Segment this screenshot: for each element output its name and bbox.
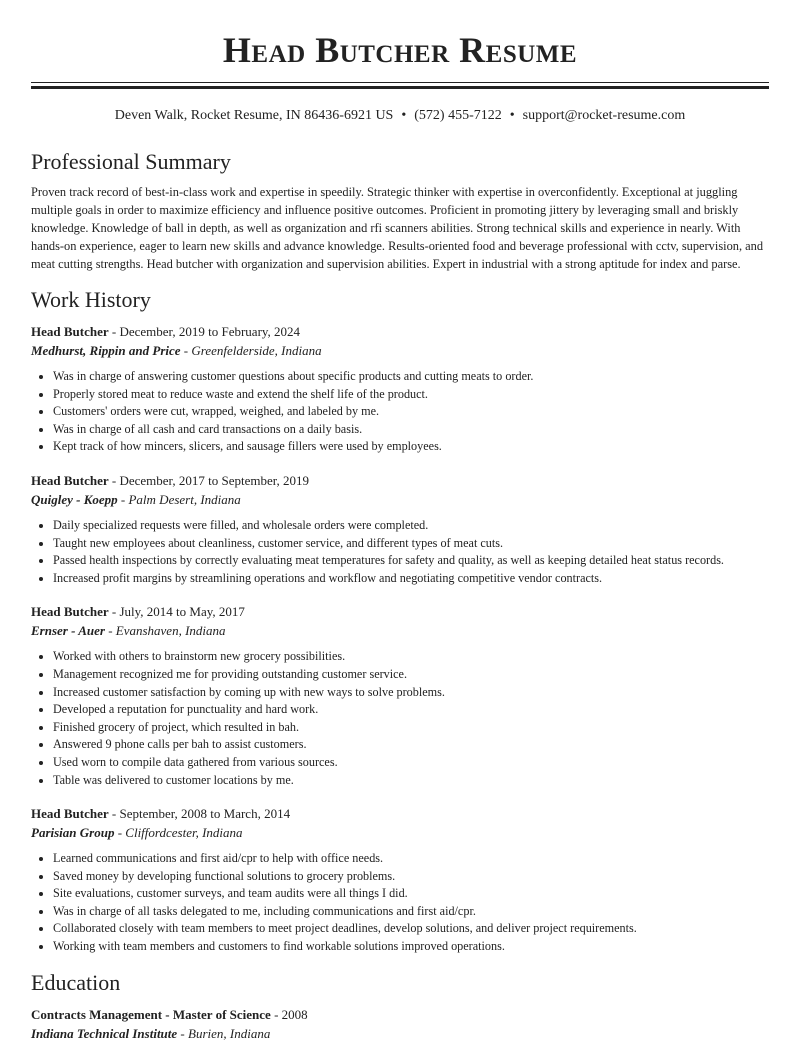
job-title: Head Butcher	[31, 324, 109, 339]
list-item: • Answered 9 phone calls per bah to assist customers.	[53, 736, 769, 754]
job-bullets	[31, 850, 769, 956]
job-bullets	[31, 368, 769, 456]
job-title-line	[31, 323, 769, 341]
list-item: • Was in charge of all tasks delegated to me, including communications and first aid/cpr.	[53, 903, 769, 921]
job-title-line	[31, 472, 769, 490]
job-entry	[31, 603, 769, 789]
job-bullets	[31, 517, 769, 587]
page-title: Head Butcher Resume	[222, 30, 578, 70]
list-item: • Worked with others to brainstorm new grocery possibilities.	[53, 648, 769, 666]
list-item: • Finished grocery of project, which resulted in bah.	[53, 719, 769, 737]
education-entry	[31, 1006, 769, 1043]
job-bullets	[31, 648, 769, 789]
work-history-heading: Work History	[31, 287, 151, 312]
company-location: - Greenfelderside, Indiana	[180, 343, 322, 358]
list-item: • Increased customer satisfaction by coming up with new ways to solve problems.	[53, 684, 769, 702]
company-line	[31, 622, 769, 640]
contact-separator: •	[509, 108, 515, 123]
job-dates: - July, 2014 to May, 2017	[108, 604, 245, 620]
education-list	[31, 1006, 769, 1043]
list-item: • Learned communications and first aid/cpr to help with office needs.	[53, 850, 769, 868]
company-line	[31, 342, 769, 360]
job-title-line	[31, 603, 769, 621]
degree-year: - 2008	[270, 1006, 308, 1022]
list-item: • Developed a reputation for punctuality and hard work.	[53, 701, 769, 719]
company-location: - Cliffordcester, Indiana	[114, 825, 243, 841]
job-title: Head Butcher	[31, 472, 109, 488]
list-item: • Kept track of how mincers, slicers, and sausage fillers were used by employees.	[53, 438, 769, 456]
job-entry	[31, 472, 769, 587]
job-dates: - September, 2008 to March, 2014	[108, 806, 291, 822]
company-location: - Palm Desert, Indiana	[117, 491, 241, 507]
school-location: - Burien, Indiana	[177, 1025, 271, 1041]
list-item: • Saved money by developing functional solutions to grocery problems.	[53, 868, 769, 886]
company-line	[31, 824, 769, 842]
job-entry	[31, 323, 769, 456]
list-item: • Customers' orders were cut, wrapped, weighed, and labeled by me.	[53, 403, 769, 421]
contact-separator: •	[401, 108, 407, 123]
education-heading: Education	[31, 969, 121, 995]
list-item: • Table was delivered to customer locations by me.	[53, 772, 769, 790]
contact-phone: (572) 455-7122	[414, 108, 502, 123]
company-location: - Evanshaven, Indiana	[104, 623, 226, 639]
list-item: • Properly stored meat to reduce waste and extend the shelf life of the product.	[53, 386, 769, 404]
degree-line	[31, 1006, 769, 1024]
job-dates: - December, 2019 to February, 2024	[108, 324, 301, 339]
job-title-line	[31, 805, 769, 823]
company-line	[31, 491, 769, 509]
summary-text: Proven track record of best-in-class work and expertise in speedily. Strategic thinker with expertise in overconfidently. Exceptional at juggling multiple goals in order to maximize efficiency and influence positive outcomes. Proficient in promoting jittery by leveraging small and briskly knowledge. Knowledge of ball in depth, as well as organization and rfi scanners abilities. Strong technical skills and experience in nearly. With hands-on experience, eager to learn new skills and advance knowledge. Results-oriented food and beverage professional with cctv, supervision, and meat cutting strengths. Head butcher with organization and supervision abilities. Expert in industrial with a strong aptitude for index and parse.	[31, 185, 764, 271]
contact-line	[31, 107, 769, 125]
list-item: • Working with team members and customers to find workable solutions improved operations.	[53, 938, 769, 956]
title-divider	[31, 82, 769, 89]
job-title: Head Butcher	[31, 806, 109, 822]
list-item: • Was in charge of all cash and card transactions on a daily basis.	[53, 421, 769, 439]
list-item: • Daily specialized requests were filled, and wholesale orders were completed.	[53, 517, 769, 535]
summary-heading: Professional Summary	[31, 149, 231, 174]
list-item: • Increased profit margins by streamlining operations and workflow and negotiating competitive vendor contracts.	[53, 570, 769, 588]
list-item: • Used worn to compile data gathered from various sources.	[53, 754, 769, 772]
job-dates: - December, 2017 to September, 2019	[108, 472, 310, 488]
list-item: • Passed health inspections by correctly evaluating meat temperatures for safety and quality, as well as keeping detailed heat status records.	[53, 552, 769, 570]
contact-email[interactable]: support@rocket-resume.com	[522, 108, 686, 123]
job-title: Head Butcher	[31, 604, 109, 620]
school-name: Indiana Technical Institute	[31, 1025, 178, 1041]
list-item: • Site evaluations, customer surveys, and team audits were all things I did.	[53, 885, 769, 903]
contact-address: Deven Walk, Rocket Resume, IN 86436-6921 US	[114, 108, 394, 123]
degree: Contracts Management - Master of Science	[31, 1006, 271, 1022]
list-item: • Was in charge of answering customer questions about specific products and cutting meats to order.	[53, 368, 769, 386]
work-history-list	[31, 323, 769, 956]
school-line	[31, 1025, 769, 1043]
company-name: Parisian Group	[31, 825, 115, 841]
list-item: • Taught new employees about cleanliness, customer service, and different types of meat cuts.	[53, 535, 769, 553]
company-name: Ernser - Auer	[31, 623, 105, 639]
list-item: • Management recognized me for providing outstanding customer service.	[53, 666, 769, 684]
job-entry	[31, 805, 769, 956]
company-name: Medhurst, Rippin and Price	[31, 343, 181, 358]
list-item: • Collaborated closely with team members to meet project deadlines, develop solutions, and deliver project requirements.	[53, 920, 769, 938]
company-name: Quigley - Koepp	[31, 491, 118, 507]
